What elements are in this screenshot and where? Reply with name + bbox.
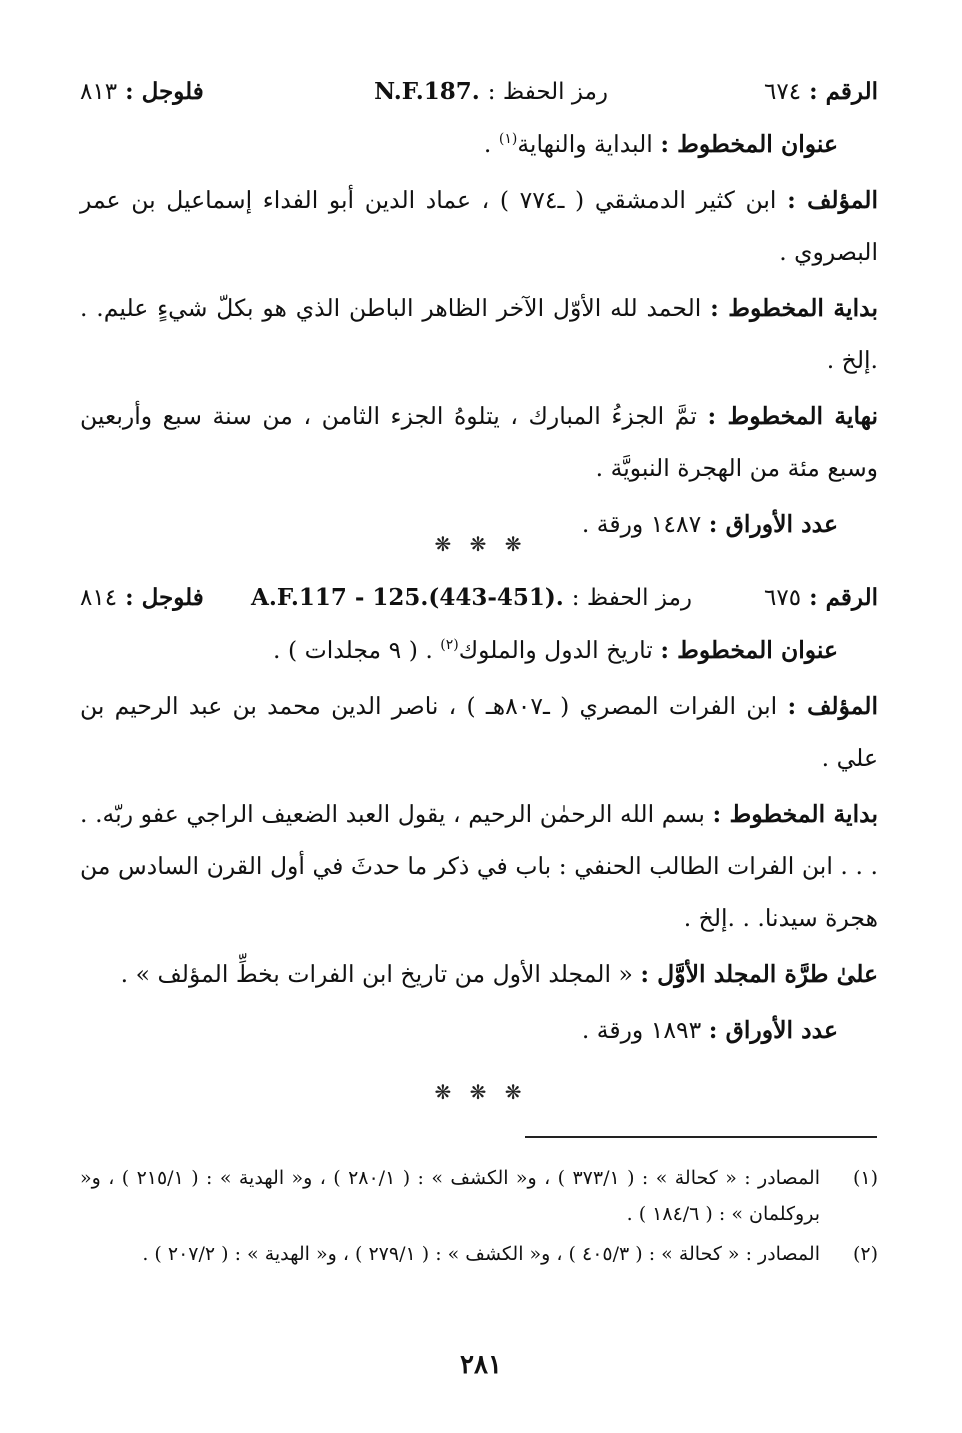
manuscript-ending: نهاية المخطوط : تمَّ الجزءُ المبارك ، يتلوهُ الجزء الثامن ، من سنة سبع وأربعين وسبع مئة من الهجرة النبويَّة . [80, 402, 878, 482]
footnote-divider [525, 1136, 877, 1138]
entry-header [80, 78, 878, 118]
entry-header [80, 584, 878, 624]
record-number: الرقم : ٦٧٥ [764, 584, 878, 611]
footnote-1 [80, 1160, 878, 1232]
manuscript-title: عنوان المخطوط : تاريخ الدول والملوك$^{(٢)}$ . ( ٩ مجلدات ) . [273, 636, 838, 664]
manuscript-author: المؤلف : ابن الفرات المصري ( ـ٨٠٧هـ ) ، ناصر الدين محمد بن عبد الرحيم بن علي . [80, 692, 878, 772]
footnote-ref: (١) [498, 131, 518, 147]
fluegel-number: فلوجل : ٨١٤ [80, 584, 204, 611]
shelf-mark: رمز الحفظ : A.F.117 - 125.(443-451). [250, 584, 692, 611]
footnote-number: (٢) [852, 1243, 878, 1265]
manuscript-beginning: بداية المخطوط : بسم الله الرحمٰن الرحيم ، يقول العبد الضعيف الراجي عفو ربّه. . . . . ابن الفرات الطالب الحنفي : باب في ذكر ما حدثَ في أول القرن السادس من هجرة سيدنا. . .إلخ . [80, 800, 878, 932]
section-separator: ❋ ❋ ❋ [434, 1080, 528, 1104]
leaf-count: عدد الأوراق : ١٤٨٧ ورقة . [581, 510, 838, 538]
record-number: الرقم : ٦٧٤ [764, 78, 878, 105]
footnote-number: (١) [852, 1167, 878, 1189]
leaf-count: عدد الأوراق : ١٨٩٣ ورقة . [581, 1016, 838, 1044]
fluegel-number: فلوجل : ٨١٣ [80, 78, 204, 105]
section-separator: ❋ ❋ ❋ [434, 532, 528, 556]
entry-675 [80, 584, 878, 1060]
footnote-2 [80, 1236, 878, 1272]
cover-inscription: علىٰ طرَّة المجلد الأوَّل : « المجلد الأول من تاريخ ابن الفرات بخطِّ المؤلف » . [120, 960, 878, 988]
page-number: ٢٨١ [460, 1350, 502, 1380]
shelf-mark: رمز الحفظ : N.F.187. [374, 78, 608, 105]
footnote-text: المصادر : « كحالة » : ( ٣٧٣/١ ) ، و« الكشف » : ( ٢٨٠/١ ) ، و« الهدية » : ( ٢١٥/١ ) ، و« بروكلمان » : ( ١٨٤/٦ ) . [80, 1167, 821, 1225]
manuscript-title: عنوان المخطوط : البداية والنهاية$^{(١)}$ . [483, 130, 838, 158]
manuscript-beginning: بداية المخطوط : الحمد لله الأوّل الآخر الظاهر الباطن الذي هو بكلّ شيءٍ عليم. . .إلخ . [80, 294, 878, 374]
manuscript-author: المؤلف : ابن كثير الدمشقي ( ـ٧٧٤ ) ، عماد الدين أبو الفداء إسماعيل بن عمر البصروي . [80, 186, 878, 266]
entry-674 [80, 78, 878, 554]
footnote-ref: (٢) [440, 637, 459, 653]
footnote-text: المصادر : « كحالة » : ( ٤٠٥/٣ ) ، و« الكشف » : ( ٢٧٩/١ ) ، و« الهدية » : ( ٢٠٧/٢ ) . [142, 1243, 820, 1265]
